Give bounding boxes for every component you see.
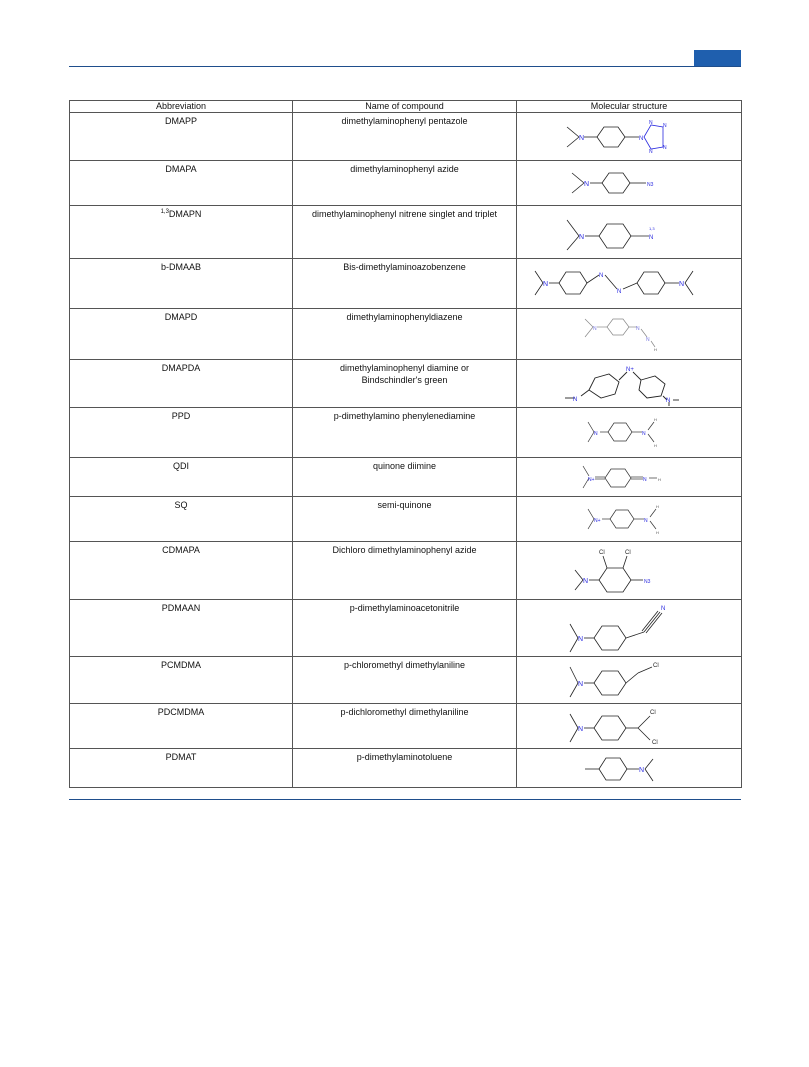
compound-name-cell: dimethylaminophenyl azide (293, 161, 517, 206)
structure-label: H (656, 504, 659, 509)
structure-label: N (639, 767, 645, 774)
table-row (70, 360, 742, 408)
pdcmdma-structure-diagram (564, 706, 694, 748)
structure-cell (517, 161, 742, 206)
b-dmaab-structure-diagram (529, 261, 729, 307)
pdmaan-structure-diagram (564, 602, 694, 656)
structure-label: N (642, 431, 646, 437)
abbreviation-cell: CDMAPA (70, 542, 293, 600)
structure-cell (517, 360, 742, 408)
abbreviation-cell: PDCMDMA (70, 704, 293, 749)
pcmdma-structure-diagram (564, 659, 694, 703)
compound-name-cell: p-dimethylaminoacetonitrile (293, 600, 517, 657)
abbreviation-cell (70, 206, 293, 259)
structure-cell (517, 542, 742, 600)
abbreviation-cell: b-DMAAB (70, 259, 293, 309)
structure-cell (517, 458, 742, 497)
structure-label: H (654, 347, 657, 352)
structure-label: N+ (626, 367, 634, 373)
structure-cell (517, 113, 742, 161)
abbreviation-cell: DMAPA (70, 161, 293, 206)
sq-structure-diagram (584, 499, 674, 539)
compound-name-cell: Bis-dimethylaminoazobenzene (293, 259, 517, 309)
structure-label: N (646, 337, 650, 343)
structure-label: N (583, 578, 589, 585)
compound-name-cell (293, 360, 517, 408)
structure-cell (517, 309, 742, 360)
structure-cell (517, 749, 742, 788)
compound-name-cell: dimethylaminophenyl nitrene singlet and triplet (293, 206, 517, 259)
ppd-structure-diagram (584, 410, 674, 454)
structure-label: N3 (647, 182, 654, 188)
abbreviation-cell: PDMAT (70, 749, 293, 788)
structure-label: N (584, 181, 590, 188)
compound-name-text: dimethylaminophenyl diamine or Bindschindler's green (339, 363, 470, 385)
column-header-structure: Molecular structure (517, 101, 742, 113)
structure-label: N3 (644, 579, 651, 585)
dmapa-structure-diagram (564, 163, 694, 203)
structure-label: 1,3 (649, 226, 655, 231)
structure-cell (517, 704, 742, 749)
dmapd-structure-diagram (579, 311, 679, 355)
structure-label: N+ (588, 477, 595, 483)
header-rule (69, 66, 741, 67)
structure-label: N (599, 273, 604, 279)
compound-name-cell: Dichloro dimethylaminophenyl azide (293, 542, 517, 600)
structure-label: N (666, 398, 671, 404)
structure-cell (517, 408, 742, 458)
table-row (70, 259, 742, 309)
abbreviation-cell: SQ (70, 497, 293, 542)
structure-label: Cl (653, 663, 659, 669)
abbreviation-cell: DMAPDA (70, 360, 293, 408)
compound-name-cell: p-dimethylamino phenylenediamine (293, 408, 517, 458)
dmapn-structure-diagram (559, 208, 699, 254)
structure-label: N (663, 145, 667, 151)
structure-label: N (543, 281, 549, 288)
structure-label: H (654, 417, 657, 422)
abbreviation-cell: PPD (70, 408, 293, 458)
structure-label: N (593, 326, 597, 332)
abbreviation-cell: DMAPD (70, 309, 293, 360)
structure-label: N (578, 726, 584, 733)
structure-label: N+ (594, 518, 601, 524)
structure-label: Cl (652, 740, 658, 746)
compound-name-cell: p-dichloromethyl dimethylaniline (293, 704, 517, 749)
structure-label: Cl (599, 550, 605, 556)
header-accent-block (694, 50, 741, 66)
spin-superscript: 1,3 (160, 209, 169, 215)
abbreviation-cell: QDI (70, 458, 293, 497)
table-row (70, 657, 742, 704)
table-row (70, 542, 742, 600)
table-row (70, 704, 742, 749)
structure-label: N (679, 281, 685, 288)
structure-label: H (658, 477, 661, 482)
compound-name-cell: semi-quinone (293, 497, 517, 542)
table-row (70, 458, 742, 497)
table-row (70, 497, 742, 542)
structure-cell (517, 259, 742, 309)
cdmapa-structure-diagram (569, 544, 689, 598)
abbreviation-text: DMAPN (168, 209, 202, 219)
structure-label: N (573, 397, 578, 403)
structure-label: N (594, 431, 598, 437)
abbreviation-cell: PCMDMA (70, 657, 293, 704)
dmapp-structure-diagram (559, 115, 699, 159)
compound-name-cell: p-dimethylaminotoluene (293, 749, 517, 788)
structure-label: Cl (650, 710, 656, 716)
table-row (70, 408, 742, 458)
structure-label: N (663, 123, 667, 129)
structure-label: N (578, 636, 584, 643)
compound-name-cell: dimethylaminophenyl pentazole (293, 113, 517, 161)
structure-cell (517, 657, 742, 704)
structure-label: N (636, 326, 640, 332)
structure-label: N (639, 136, 644, 142)
structure-label: N (578, 681, 584, 688)
structure-label: N (649, 149, 653, 155)
structure-label: N (643, 477, 647, 483)
structure-label: N (649, 235, 654, 241)
structure-label: N (661, 606, 666, 612)
dmapda-structure-diagram (559, 362, 699, 406)
compound-name-cell: p-chloromethyl dimethylaniline (293, 657, 517, 704)
table-row (70, 113, 742, 161)
column-header-abbreviation: Abbreviation (70, 101, 293, 113)
table-row (70, 749, 742, 788)
structure-label: H (656, 530, 659, 535)
structure-cell (517, 497, 742, 542)
abbreviation-cell: PDMAAN (70, 600, 293, 657)
footer-rule (69, 799, 741, 800)
table-row (70, 600, 742, 657)
column-header-name: Name of compound (293, 101, 517, 113)
compounds-table (69, 100, 742, 788)
structure-label: N (617, 289, 622, 295)
compound-name-cell: quinone diimine (293, 458, 517, 497)
structure-cell (517, 600, 742, 657)
table-row (70, 309, 742, 360)
pdmat-structure-diagram (579, 751, 679, 787)
structure-label: N (579, 135, 585, 142)
structure-label: N (644, 518, 648, 524)
structure-label: Cl (625, 550, 631, 556)
structure-label: N (649, 120, 653, 126)
structure-label: N (579, 234, 585, 241)
abbreviation-cell: DMAPP (70, 113, 293, 161)
table-row (70, 206, 742, 259)
structure-label: H (654, 443, 657, 448)
structure-cell (517, 206, 742, 259)
qdi-structure-diagram (579, 460, 679, 496)
compound-name-cell: dimethylaminophenyldiazene (293, 309, 517, 360)
table-row (70, 161, 742, 206)
table-header-row (70, 101, 742, 113)
